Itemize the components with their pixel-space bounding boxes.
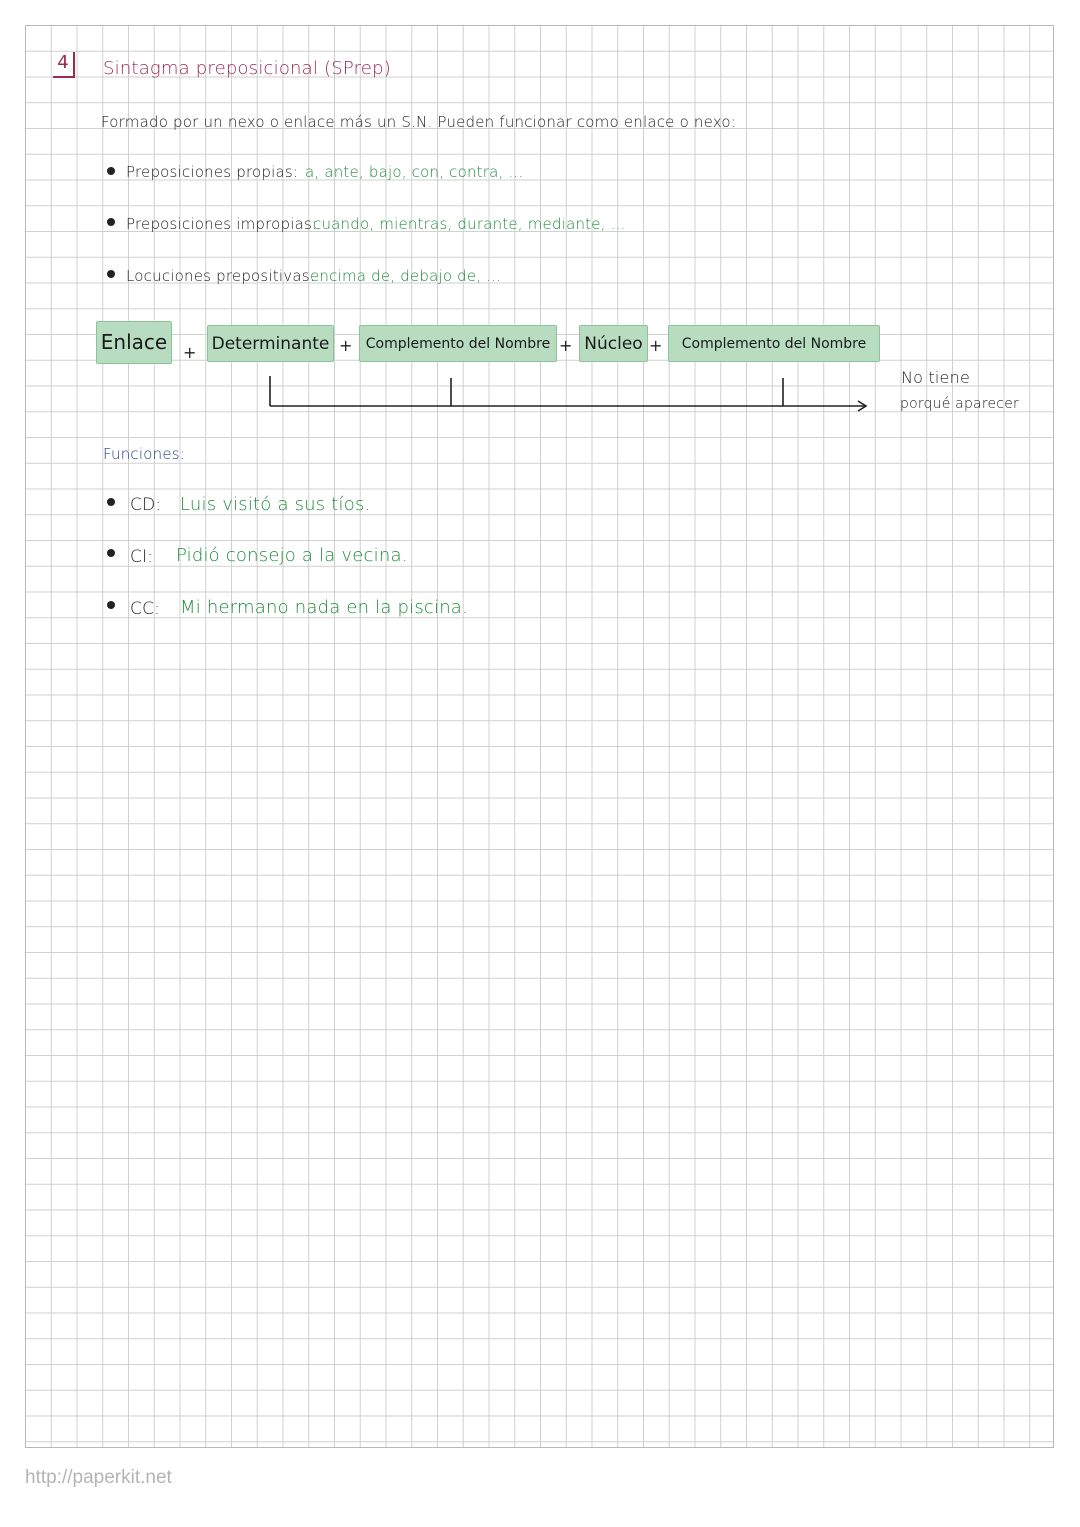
nexo-label: Preposiciones propias: xyxy=(126,163,299,181)
funcion-example: Luis visitó a sus tíos. xyxy=(180,494,371,515)
bullet-icon xyxy=(107,498,115,506)
box-complemento-nombre: Complemento del Nombre xyxy=(668,325,880,362)
footer-url[interactable]: http://paperkit.net xyxy=(25,1467,172,1488)
nexo-examples: a, ante, bajo, con, contra, ... xyxy=(305,163,524,181)
section-title: Sintagma preposicional (SPrep) xyxy=(103,58,391,79)
plus-sign: + xyxy=(559,336,573,355)
nexo-examples: encima de, debajo de, ... xyxy=(310,267,502,285)
plus-sign: + xyxy=(649,336,663,355)
funcion-label: CI: xyxy=(130,547,154,567)
optional-note-line2: porqué aparecer xyxy=(900,396,1019,412)
funcion-example: Pidió consejo a la vecina. xyxy=(176,545,408,566)
funcion-label: CD: xyxy=(130,495,162,515)
section-number: 4 xyxy=(53,52,75,78)
box-complemento-nombre: Complemento del Nombre xyxy=(359,325,557,362)
nexo-examples: cuando, mientras, durante, mediante, ... xyxy=(313,215,626,233)
funcion-example: Mi hermano nada en la piscina. xyxy=(180,597,468,618)
funciones-heading: Funciones: xyxy=(103,445,186,463)
plus-sign: + xyxy=(339,336,353,355)
plus-sign: + xyxy=(183,343,197,362)
box-nucleo: Núcleo xyxy=(579,325,648,362)
box-enlace: Enlace xyxy=(96,321,172,364)
optional-note-line1: No tiene xyxy=(901,368,970,387)
nexo-label: Preposiciones impropias: xyxy=(126,215,318,233)
nexo-label: Locuciones prepositivas: xyxy=(126,267,315,285)
intro-text: Formado por un nexo o enlace más un S.N. Pueden funcionar como enlace o nexo: xyxy=(101,113,737,131)
box-determinante: Determinante xyxy=(207,325,334,362)
bullet-icon xyxy=(107,601,115,609)
funcion-label: CC: xyxy=(130,599,161,619)
bullet-icon xyxy=(107,549,115,557)
